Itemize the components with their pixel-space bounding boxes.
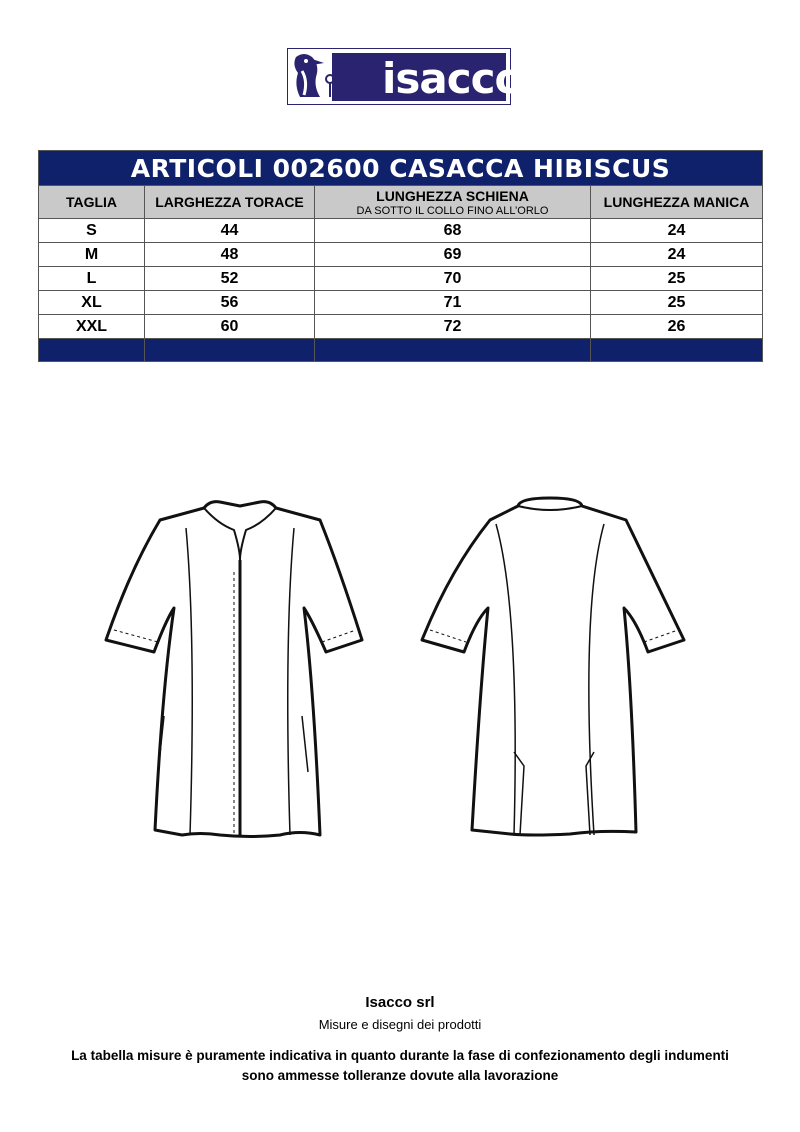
cell-sleeve: 24 [591,243,763,267]
table-footer-row [39,339,763,362]
logo-wordmark-box [332,53,523,103]
table-row [39,315,763,339]
logo-wordmark: isacco [382,54,523,103]
garment-front-drawing [106,502,362,837]
cell-size: S [39,219,145,243]
header-back [315,186,591,219]
cell-back: 71 [315,291,591,315]
cell-size: L [39,267,145,291]
isacco-logo [287,48,523,105]
cell-sleeve: 25 [591,267,763,291]
cell-back: 68 [315,219,591,243]
table-title-row [39,151,763,186]
cell-back: 70 [315,267,591,291]
table-row [39,267,763,291]
header-size: TAGLIA [39,186,145,219]
cell-size: M [39,243,145,267]
caption: Misure e disegni dei prodotti [318,1017,482,1032]
cell-chest: 60 [145,315,315,339]
size-table [38,150,763,362]
cell-size: XXL [39,315,145,339]
header-back-sublabel: DA SOTTO IL COLLO FINO ALL’ORLO [356,204,549,217]
cell-size: XL [39,291,145,315]
cell-sleeve: 26 [591,315,763,339]
disclaimer-line-2: sono ammesse tolleranze dovute alla lavorazione [241,1068,559,1083]
cell-sleeve: 25 [591,291,763,315]
header-chest: LARGHEZZA TORACE [145,186,315,219]
cell-chest: 48 [145,243,315,267]
cell-back: 69 [315,243,591,267]
disclaimer-note [60,1046,740,1086]
garment-drawings [100,490,700,840]
header-sleeve: LUNGHEZZA MANICA [591,186,763,219]
garment-back-drawing [422,498,684,835]
table-row [39,243,763,267]
cell-chest: 44 [145,219,315,243]
table-row [39,219,763,243]
cell-sleeve: 24 [591,219,763,243]
cell-back: 72 [315,315,591,339]
table-header-row [39,186,763,219]
cell-chest: 52 [145,267,315,291]
table-title: ARTICOLI 002600 CASACCA HIBISCUS [39,151,763,186]
header-back-label: LUNGHEZZA SCHIENA [376,187,529,204]
disclaimer-line-1: La tabella misure è puramente indicativa in quanto durante la fase di confezionamento degli indumenti [71,1048,729,1063]
table-row [39,291,763,315]
company-name: Isacco srl [365,994,435,1011]
cell-chest: 56 [145,291,315,315]
